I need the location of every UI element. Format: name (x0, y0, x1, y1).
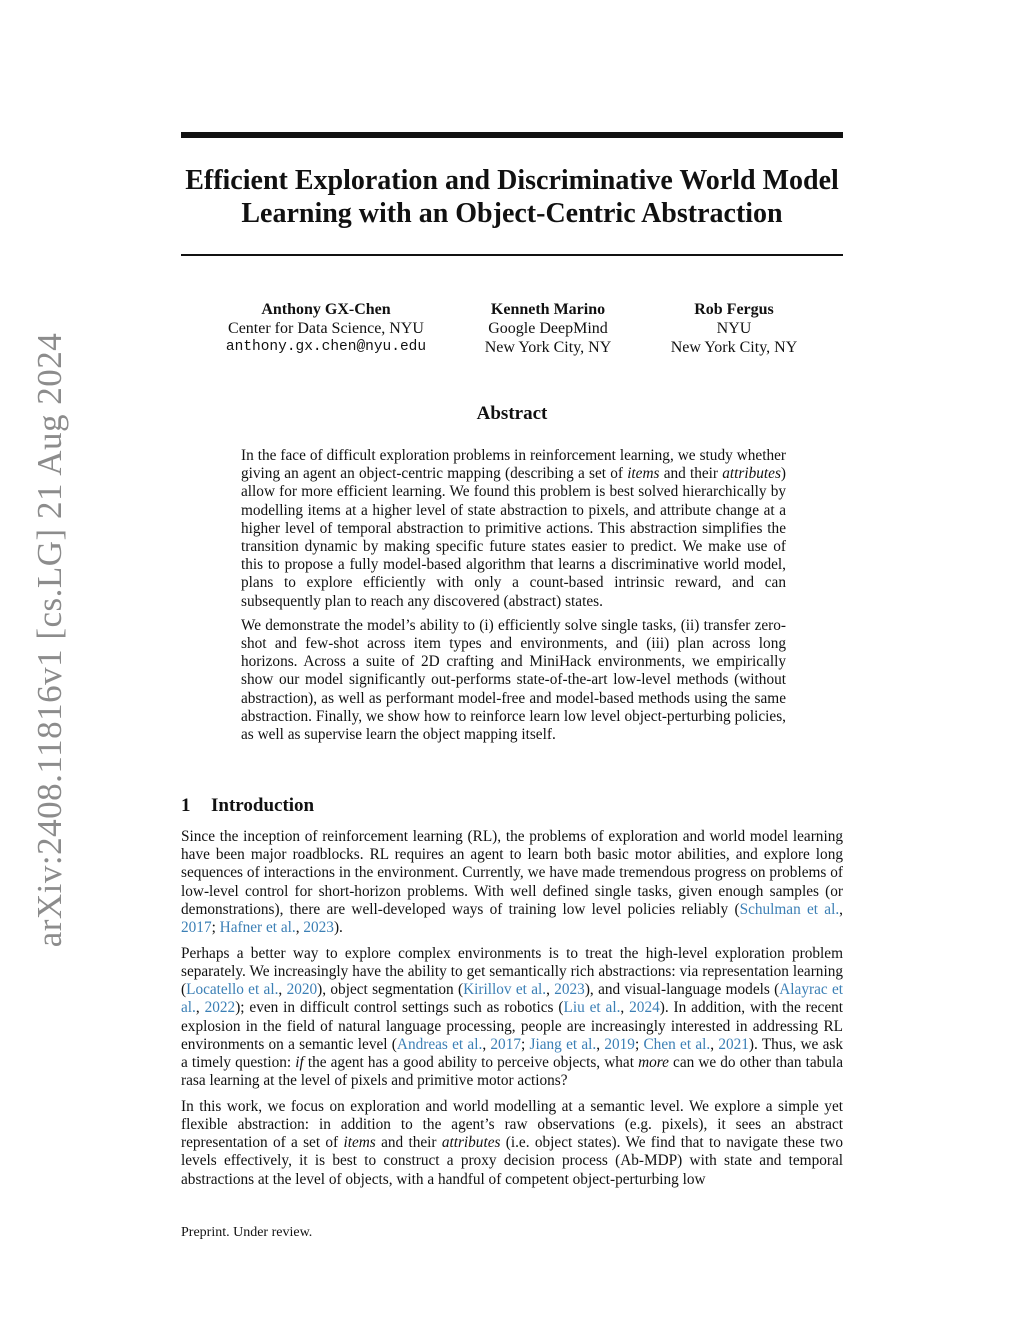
citation-year-link[interactable]: 2020 (286, 981, 318, 999)
citation-year-link[interactable]: 2023 (303, 919, 334, 937)
author-location: New York City, NY (670, 339, 798, 356)
author-block-1 (206, 300, 446, 357)
title-line-2: Learning with an Object-Centric Abstraction (241, 198, 783, 229)
abstract-paragraph-1: In the face of difficult exploration problems in reinforcement learning, we study whether giving an agent an object-centric mapping (describing a set of items and their attributes) allow for more efficient learning. We found this problem is best solved hierarchically by modelling items at a higher level of state abstraction to pixels, and attribute change at a higher level of temporal abstraction to primitive actions. This abstraction simplifies the transition dynamic by making specific future states easier to predict. We make use of this to propose a fully model-based algorithm that learns a discriminative world model, plans to explore efficiently with only a count-based intrinsic reward, and can subsequently plan to reach any discovered (abstract) states. (241, 447, 786, 610)
abstract-heading: Abstract (476, 403, 548, 424)
arxiv-identifier: arXiv:2408.11816v1 [cs.LG] 21 Aug 2024 (30, 332, 69, 948)
author-name: Kenneth Marino (490, 301, 606, 318)
citation-year-link[interactable]: 2022 (204, 999, 236, 1017)
citation-link[interactable]: Alayrac et al. (181, 981, 844, 1017)
section-title: Introduction (211, 795, 315, 816)
title-top-rule (181, 132, 843, 138)
title-bottom-rule (181, 254, 843, 256)
author-affiliation: Center for Data Science, NYU (228, 320, 424, 337)
author-name: Rob Fergus (694, 301, 774, 318)
citation-link[interactable]: Chen et al. (643, 1035, 711, 1053)
citation-year-link[interactable]: 2019 (604, 1035, 635, 1053)
section-heading-introduction (181, 795, 314, 817)
title-line-1: Efficient Exploration and Discriminative World Model (185, 165, 839, 196)
citation-year-link[interactable]: 2021 (718, 1035, 749, 1053)
citation-link[interactable]: Liu et al. (563, 999, 621, 1017)
introduction-body (181, 828, 843, 1196)
citation-link[interactable]: Andreas et al. (396, 1035, 483, 1053)
abstract-paragraph-2: We demonstrate the model’s ability to (i) efficiently solve single tasks, (ii) transfer zero-shot and few-shot across item types and environments, and (iii) plan across long horizons. Across a suite of 2D crafting and MiniHack environments, we empirically show our model significantly out-performs state-of-the-art low-level methods (without abstraction), as well as performant model-free and model-based methods using the same abstraction. Finally, we show how to reinforce learn low level object-perturbing policies, as well as supervise learn the object mapping itself. (241, 616, 786, 744)
paper-title (181, 164, 843, 230)
citation-year-link[interactable]: 2017 (490, 1035, 521, 1053)
author-location: New York City, NY (484, 339, 612, 356)
citation-link[interactable]: Jiang et al. (529, 1035, 597, 1053)
author-affiliation: Google DeepMind (488, 320, 608, 337)
author-email: anthony.gx.chen@nyu.edu (225, 339, 427, 355)
citation-link[interactable]: Kirillov et al. (463, 981, 547, 999)
citation-year-link[interactable]: 2024 (629, 999, 660, 1017)
author-affiliation: NYU (716, 320, 752, 337)
citation-link[interactable]: Locatello et al. (186, 981, 279, 999)
abstract-body (241, 447, 786, 750)
intro-paragraph-1: Since the inception of reinforcement learning (RL), the problems of exploration and world model learning have been major roadblocks. RL requires an agent to learn both basic motor abilities, and explore long sequences of interactions in the environment. Currently, we have made tremendous progress on problems of low-level control for short-horizon problems. With well defined single tasks, given enough samples (or demonstrations), there are well-developed ways of training low level policies reliably (Schulman et al., 2017; Hafner et al., 2023). (181, 828, 843, 937)
intro-paragraph-3: In this work, we focus on exploration and world modelling at a semantic level. We explore a simple yet flexible abstraction: in addition to the agent’s raw observations (e.g. pixels), it sees an abstract representation of a set of items and their attributes (i.e. object states). We find that to navigate these two levels effectively, it is best to construct a proxy decision process (Ab-MDP) with state and temporal abstractions at the level of objects, with a handful of competent object-perturbing low (181, 1097, 844, 1188)
citation-link[interactable]: Schulman et al. (739, 900, 840, 918)
author-block-3 (614, 300, 854, 357)
citation-year-link[interactable]: 2023 (554, 981, 585, 999)
section-number: 1 (181, 795, 191, 816)
page-footer: Preprint. Under review. (181, 1225, 313, 1240)
citation-year-link[interactable]: 2017 (181, 919, 212, 937)
citation-link[interactable]: Hafner et al. (219, 919, 296, 937)
author-name: Anthony GX-Chen (261, 301, 391, 318)
intro-paragraph-2: Perhaps a better way to explore complex environments is to treat the high-level exploration problem separately. We increasingly have the ability to get semantically rich abstractions: via representation learning (Locatello et al., 2020), object segmentation (Kirillov et al., 2023), and visual-language models (Alayrac et al., 2022); even in difficult control settings such as robotics (Liu et al., 2024). In addition, with the recent explosion in the field of natural language processing, people are increasingly interested in addressing RL environments on a semantic level (Andreas et al., 2017; Jiang et al., 2019; Chen et al., 2021). Thus, we ask a timely question: if the agent has a good ability to perceive objects, what more can we do other than tabula rasa learning at the level of pixels and primitive motor actions? (181, 944, 844, 1090)
